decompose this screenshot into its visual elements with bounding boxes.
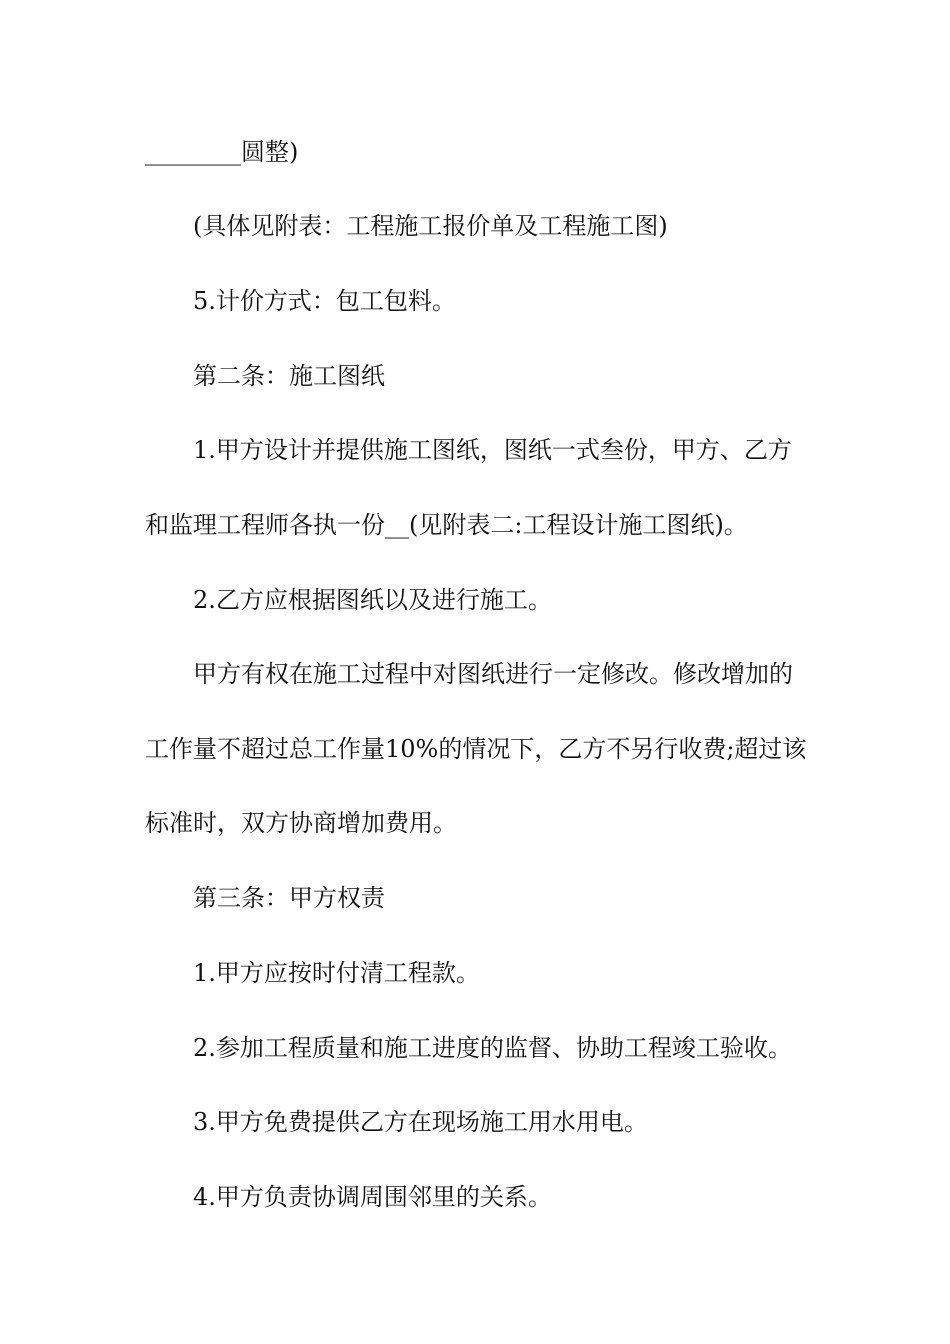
text-line-party-a-3: 3.甲方免费提供乙方在现场施工用水用电。 [193, 1108, 648, 1136]
text-line-party-a-4: 4.甲方负责协调周围邻里的关系。 [193, 1183, 552, 1211]
text-line-drawings-2: 2.乙方应根据图纸以及进行施工。 [193, 586, 552, 614]
text-line-drawings-1b: 和监理工程师各执一份__(见附表二:工程设计施工图纸)。 [145, 511, 748, 539]
text-line-pricing-method: 5.计价方式：包工包料。 [193, 287, 456, 315]
section-heading-drawings: 第二条：施工图纸 [193, 362, 385, 390]
text-line-attachment-note: (具体见附表：工程施工报价单及工程施工图) [193, 212, 668, 240]
section-heading-party-a: 第三条：甲方权责 [193, 884, 385, 912]
text-line-amount: ________圆整) [145, 138, 299, 166]
text-line-drawings-1a: 1.甲方设计并提供施工图纸，图纸一式叁份，甲方、乙方 [193, 436, 792, 464]
text-line-party-a-1: 1.甲方应按时付清工程款。 [193, 959, 480, 987]
text-line-modification-a: 甲方有权在施工过程中对图纸进行一定修改。修改增加的 [193, 660, 793, 688]
text-line-modification-b: 工作量不超过总工作量10%的情况下，乙方不另行收费;超过该 [145, 735, 807, 763]
text-line-party-a-2: 2.参加工程质量和施工进度的监督、协助工程竣工验收。 [193, 1034, 792, 1062]
text-line-modification-c: 标准时，双方协商增加费用。 [145, 809, 457, 837]
